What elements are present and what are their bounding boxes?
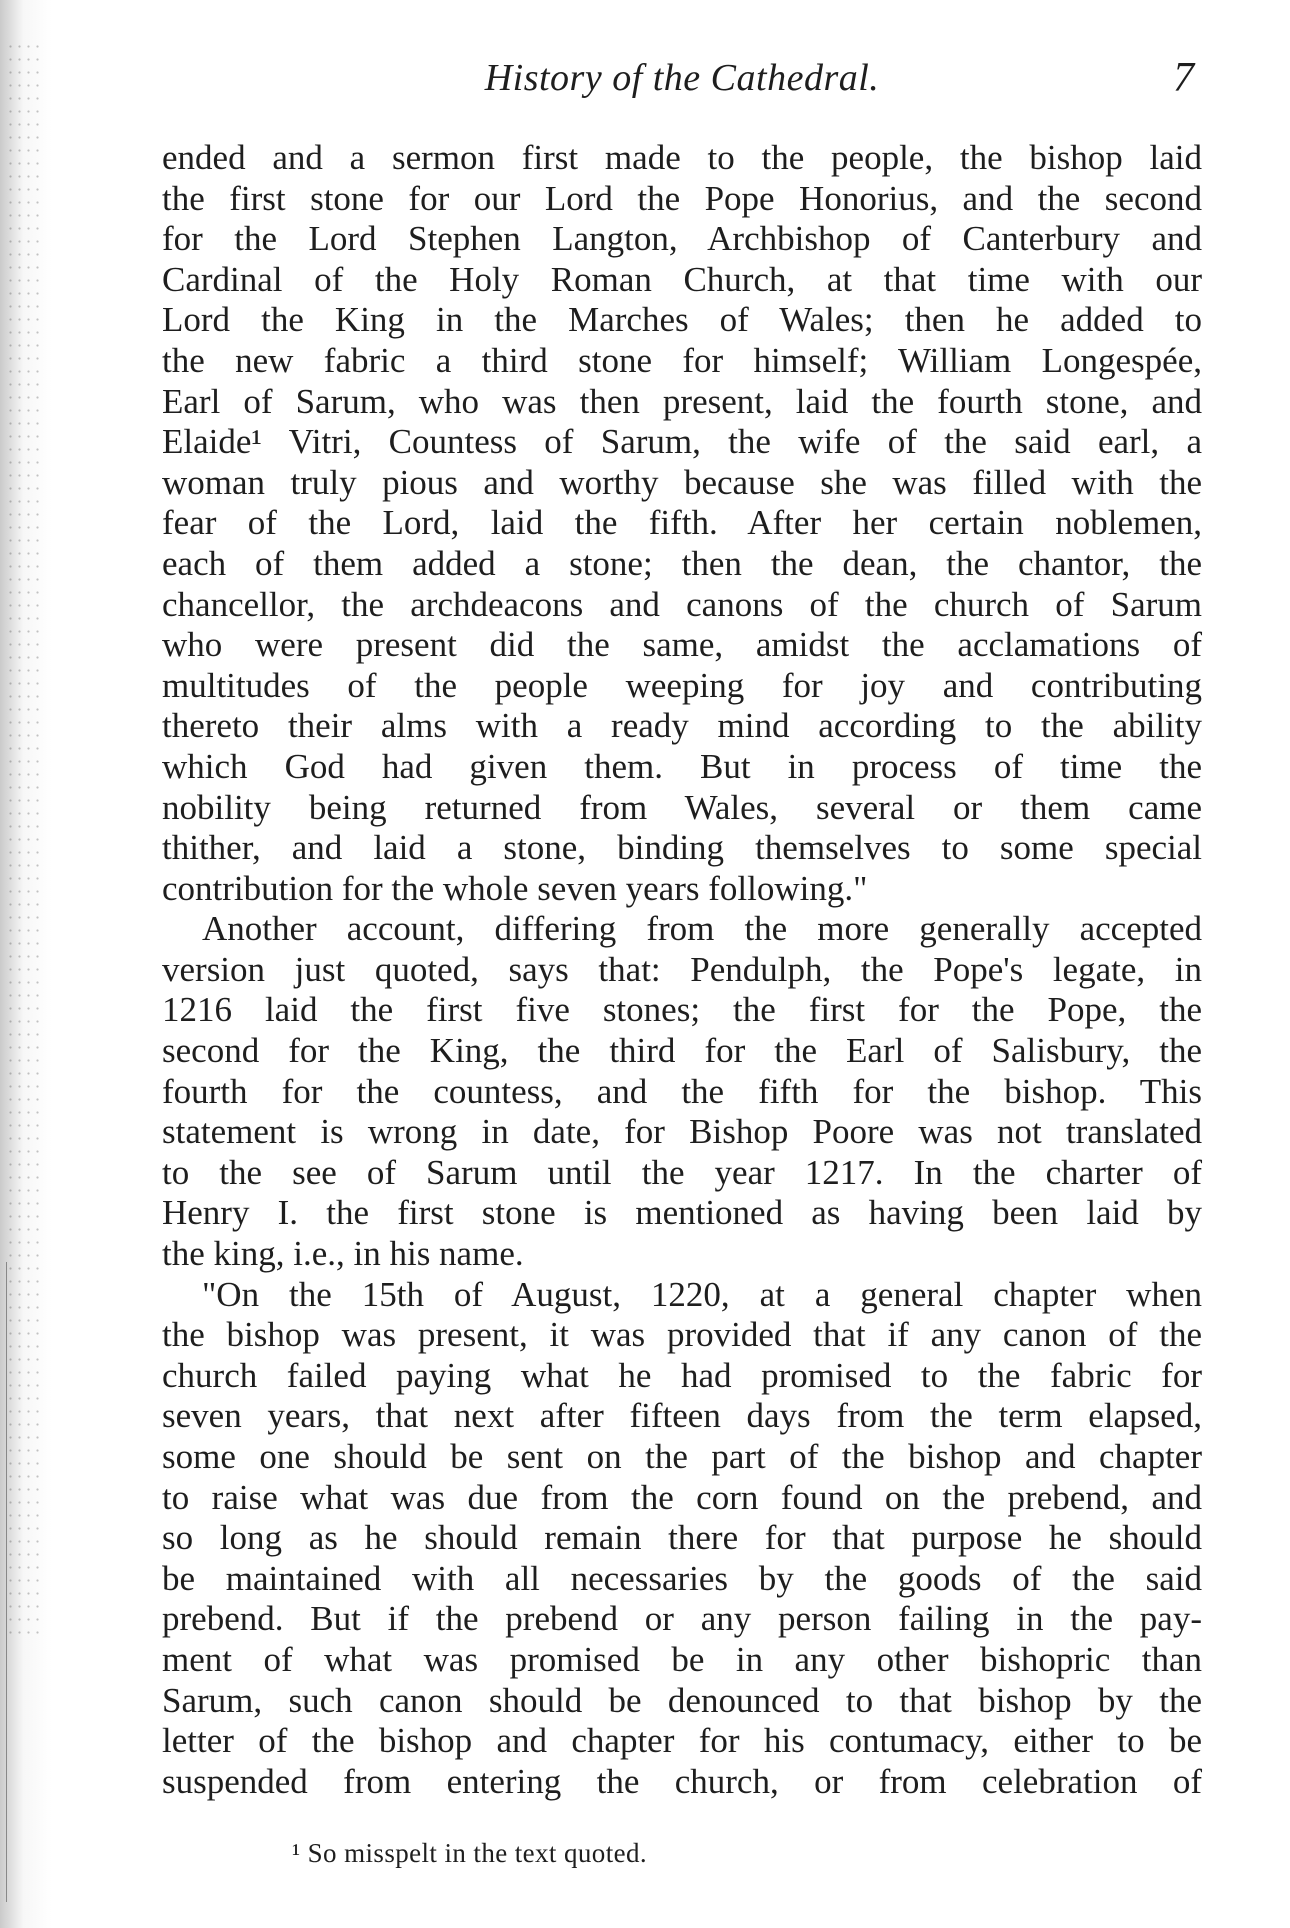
body-text	[162, 138, 1202, 1802]
text-line: the bishop was present, it was provided that if any canon of the	[162, 1315, 1202, 1355]
text-line: multitudes of the people weeping for joy and contributing	[162, 665, 1202, 705]
text-line: Sarum, such canon should be denounced to that bishop by the	[162, 1680, 1202, 1720]
text-line: letter of the bishop and chapter for his contumacy, either to be	[162, 1721, 1202, 1761]
text-line: fourth for the countess, and the fifth for the bishop. This	[162, 1071, 1202, 1111]
text-line: woman truly pious and worthy because she was filled with the	[162, 462, 1202, 502]
text-line: Lord the King in the Marches of Wales; then he added to	[162, 300, 1202, 340]
text-line: second for the King, the third for the Earl of Salisbury, the	[162, 1031, 1202, 1071]
page	[162, 54, 1202, 1802]
text-line: Cardinal of the Holy Roman Church, at that time with our	[162, 259, 1202, 299]
text-line: so long as he should remain there for that purpose he should	[162, 1518, 1202, 1558]
text-line: thereto their alms with a ready mind according to the ability	[162, 706, 1202, 746]
paragraph-start-line: Another account, differing from the more generally accepted	[202, 909, 1202, 949]
text-line: Henry I. the first stone is mentioned as having been laid by	[162, 1193, 1202, 1233]
text-line: the new fabric a third stone for himself; William Longespée,	[162, 340, 1202, 380]
text-line: prebend. But if the prebend or any person failing in the pay-	[162, 1599, 1202, 1639]
text-line: 1216 laid the first five stones; the first for the Pope, the	[162, 990, 1202, 1030]
text-line: thither, and laid a stone, binding themselves to some special	[162, 828, 1202, 868]
page-number: 7	[1173, 55, 1194, 101]
text-line: contribution for the whole seven years following."	[162, 868, 868, 908]
running-head	[162, 54, 1202, 114]
text-line: version just quoted, says that: Pendulph, the Pope's legate, in	[162, 949, 1202, 989]
text-line: fear of the Lord, laid the fifth. After her certain noblemen,	[162, 503, 1202, 543]
text-line: to raise what was due from the corn found on the prebend, and	[162, 1477, 1202, 1517]
text-line: to the see of Sarum until the year 1217. In the charter of	[162, 1152, 1202, 1192]
text-line: who were present did the same, amidst the acclamations of	[162, 625, 1202, 665]
footnote: ¹ So misspelt in the text quoted.	[292, 1838, 648, 1868]
text-line: the king, i.e., in his name.	[162, 1234, 524, 1274]
binding-rule	[6, 1262, 7, 1902]
text-line: Earl of Sarum, who was then present, laid the fourth stone, and	[162, 381, 1202, 421]
text-line: seven years, that next after fifteen days from the term elapsed,	[162, 1396, 1202, 1436]
text-line: the first stone for our Lord the Pope Honorius, and the second	[162, 178, 1202, 218]
text-line: ended and a sermon first made to the people, the bishop laid	[162, 138, 1202, 177]
text-line: chancellor, the archdeacons and canons of the church of Sarum	[162, 584, 1202, 624]
text-line: for the Lord Stephen Langton, Archbishop of Canterbury and	[162, 219, 1202, 259]
text-line: church failed paying what he had promised to the fabric for	[162, 1355, 1202, 1395]
text-line: Elaide¹ Vitri, Countess of Sarum, the wife of the said earl, a	[162, 422, 1202, 462]
running-title: History of the Cathedral.	[484, 57, 880, 99]
page-edge-speckle	[6, 40, 44, 1640]
text-line: be maintained with all necessaries by the goods of the said	[162, 1558, 1202, 1598]
text-line: nobility being returned from Wales, several or them came	[162, 787, 1202, 827]
text-line: ment of what was promised be in any other bishopric than	[162, 1639, 1202, 1679]
paragraph-start-line: "On the 15th of August, 1220, at a general chapter when	[202, 1274, 1202, 1314]
text-line: some one should be sent on the part of the bishop and chapter	[162, 1437, 1202, 1476]
text-line: suspended from entering the church, or from celebration of	[162, 1761, 1202, 1801]
text-line: each of them added a stone; then the dean, the chantor, the	[162, 543, 1202, 583]
text-line: statement is wrong in date, for Bishop Poore was not translated	[162, 1112, 1202, 1152]
text-line: which God had given them. But in process of time the	[162, 746, 1202, 786]
